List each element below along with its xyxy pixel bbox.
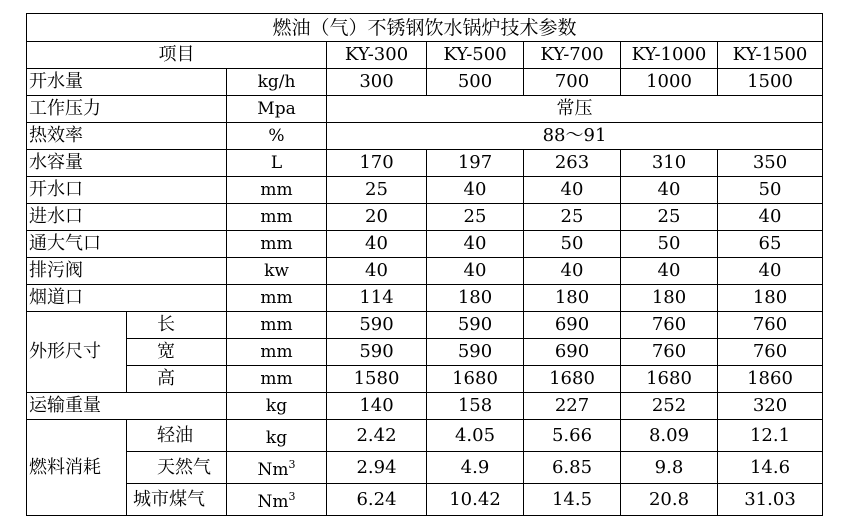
row-unit: % [227,123,327,150]
table-cell: 690 [524,312,621,339]
row-label: 通大气口 [27,231,227,258]
table-cell: 590 [427,312,524,339]
table-cell: 40 [524,177,621,204]
table-cell: 6.24 [327,484,427,516]
row-unit [227,452,327,484]
sub-label: 天然气 [127,452,227,484]
sub-label: 轻油 [127,420,227,452]
table-cell: 140 [327,393,427,420]
table-cell: 170 [327,150,427,177]
model-header: KY-1500 [718,42,823,69]
table-cell: 40 [621,258,718,285]
table-cell: 760 [621,312,718,339]
row-unit: kg/h [227,69,327,96]
table-row [27,366,823,393]
table-cell: 180 [621,285,718,312]
table-row [27,393,823,420]
table-cell: 5.66 [524,420,621,452]
table-cell: 8.09 [621,420,718,452]
table-cell: 158 [427,393,524,420]
table-cell: 9.8 [621,452,718,484]
table-row [27,312,823,339]
table-cell: 300 [327,69,427,96]
table-cell: 50 [524,231,621,258]
table-cell: 114 [327,285,427,312]
table-cell: 690 [524,339,621,366]
row-label: 烟道口 [27,285,227,312]
table-cell: 50 [718,177,823,204]
merged-value-cell: 常压 [327,96,823,123]
model-header: KY-300 [327,42,427,69]
row-unit: mm [227,177,327,204]
table-row [27,96,823,123]
table-cell: 40 [327,231,427,258]
row-unit: Mpa [227,96,327,123]
table-row [27,420,823,452]
row-unit [227,420,327,452]
table-cell: 20 [327,204,427,231]
row-unit: mm [227,312,327,339]
table-cell: 320 [718,393,823,420]
table-cell: 4.9 [427,452,524,484]
table-cell: 252 [621,393,718,420]
sub-label: 城市煤气 [127,484,227,516]
table-cell: 65 [718,231,823,258]
row-label: 运输重量 [27,393,227,420]
table-row [27,150,823,177]
table-cell: 40 [427,177,524,204]
table-cell: 1680 [427,366,524,393]
row-unit: kg [227,393,327,420]
header-row [27,42,823,69]
boiler-spec-table [26,13,823,516]
table-cell: 10.42 [427,484,524,516]
model-header: KY-700 [524,42,621,69]
table-cell: 1680 [621,366,718,393]
table-row [27,204,823,231]
table-cell: 40 [621,177,718,204]
row-unit: kw [227,258,327,285]
row-label: 工作压力 [27,96,227,123]
row-unit [227,484,327,516]
table-row [27,484,823,516]
table-row [27,339,823,366]
table-title: 燃油（气）不锈钢饮水锅炉技术参数 [27,14,823,42]
row-label: 水容量 [27,150,227,177]
table-row [27,258,823,285]
table-row [27,177,823,204]
unit-superscript: 3 [288,458,296,471]
table-cell: 500 [427,69,524,96]
table-cell: 25 [621,204,718,231]
table-cell: 6.85 [524,452,621,484]
table-cell: 180 [524,285,621,312]
table-cell: 760 [718,339,823,366]
table-cell: 590 [327,339,427,366]
table-cell: 40 [718,204,823,231]
table-cell: 2.42 [327,420,427,452]
table-cell: 760 [621,339,718,366]
unit-superscript: 3 [288,490,296,503]
title-row [27,14,823,42]
row-unit: mm [227,366,327,393]
table-cell: 40 [427,258,524,285]
table-cell: 14.6 [718,452,823,484]
table-cell: 20.8 [621,484,718,516]
row-unit: mm [227,285,327,312]
table-cell: 25 [524,204,621,231]
table-cell: 40 [718,258,823,285]
row-label: 开水口 [27,177,227,204]
sub-label: 高 [127,366,227,393]
table-row [27,285,823,312]
unit-text: Nm [257,492,289,512]
unit-text: kg [265,428,288,448]
table-cell: 14.5 [524,484,621,516]
table-cell: 40 [427,231,524,258]
unit-text: Nm [257,460,289,480]
row-label: 排污阀 [27,258,227,285]
table-cell: 1580 [327,366,427,393]
sub-label: 长 [127,312,227,339]
row-unit: mm [227,231,327,258]
merged-value-cell: 88～91 [327,123,823,150]
table-cell: 760 [718,312,823,339]
group-label-fuel: 燃料消耗 [27,420,127,516]
table-cell: 1000 [621,69,718,96]
table-row [27,69,823,96]
row-unit: mm [227,339,327,366]
table-cell: 590 [427,339,524,366]
table-cell: 180 [427,285,524,312]
sub-label: 宽 [127,339,227,366]
row-unit: L [227,150,327,177]
table-cell: 40 [327,258,427,285]
table-cell: 700 [524,69,621,96]
model-header: KY-500 [427,42,524,69]
table-cell: 197 [427,150,524,177]
table-cell: 1680 [524,366,621,393]
table-cell: 180 [718,285,823,312]
model-header: KY-1000 [621,42,718,69]
table-row [27,123,823,150]
table-cell: 350 [718,150,823,177]
table-cell: 50 [621,231,718,258]
table-row [27,452,823,484]
table-cell: 4.05 [427,420,524,452]
item-header: 项目 [27,42,327,69]
row-label: 进水口 [27,204,227,231]
table-cell: 1860 [718,366,823,393]
table-cell: 263 [524,150,621,177]
group-label-dimensions: 外形尺寸 [27,312,127,393]
row-unit: mm [227,204,327,231]
table-cell: 2.94 [327,452,427,484]
table-cell: 310 [621,150,718,177]
table-cell: 25 [427,204,524,231]
table-cell: 227 [524,393,621,420]
table-cell: 40 [524,258,621,285]
table-cell: 1500 [718,69,823,96]
row-label: 热效率 [27,123,227,150]
table-cell: 590 [327,312,427,339]
table-cell: 12.1 [718,420,823,452]
table-row [27,231,823,258]
table-cell: 31.03 [718,484,823,516]
table-cell: 25 [327,177,427,204]
row-label: 开水量 [27,69,227,96]
